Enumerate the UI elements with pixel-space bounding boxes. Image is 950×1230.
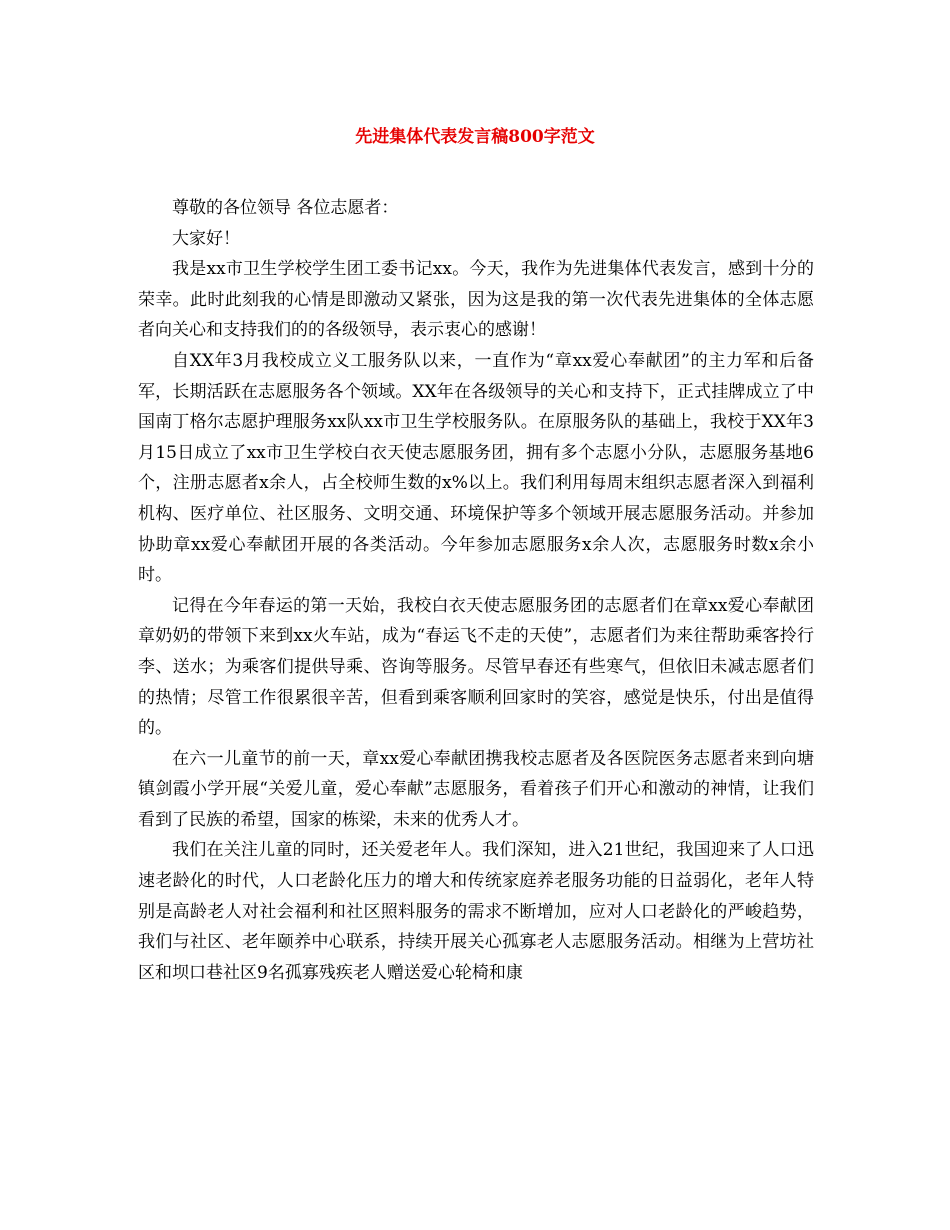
paragraph: 自XX年3月我校成立义工服务队以来，一直作为“章xx爱心奉献团”的主力军和后备军，长期活跃在志愿服务各个领域。XX年在各级领导的关心和支持下，正式挂牌成立了中国南丁格尔志愿护理服务xx队xx市卫生学校服务队。在原服务队的基础上，我校于XX年3月15日成立了xx市卫生学校白衣天使志愿服务团，拥有多个志愿小分队，志愿服务基地6个，注册志愿者x余人，占全校师生数的x%以上。我们利用每周末组织志愿者深入到福利机构、医疗单位、社区服务、文明交通、环境保护等多个领域开展志愿服务活动。并参加协助章xx爱心奉献团开展的各类活动。今年参加志愿服务x余人次，志愿服务时数x余小时。 [138, 350, 814, 586]
paragraph: 在六一儿童节的前一天，章xx爱心奉献团携我校志愿者及各医院医务志愿者来到向塘镇剑霞小学开展“关爱儿童，爱心奉献”志愿服务，看着孩子们开心和激动的神情，让我们看到了民族的希望，国家的栋梁，未来的优秀人才。 [138, 748, 814, 830]
greeting: 大家好！ [172, 228, 240, 249]
paragraph: 我是xx市卫生学校学生团工委书记xx。今天，我作为先进集体代表发言，感到十分的荣幸。此时此刻我的心情是即激动又紧张，因为这是我的第一次代表先进集体的全体志愿者向关心和支持我们的的各级领导，表示衷心的感谢！ [138, 259, 814, 341]
paragraph: 记得在今年春运的第一天始，我校白衣天使志愿服务团的志愿者们在章xx爱心奉献团章奶奶的带领下来到xx火车站，成为“春运飞不走的天使”，志愿者们为来往帮助乘客拎行李、送水；为乘客们提供导乘、咨询等服务。尽管早春还有些寒气，但依旧未减志愿者们的热情；尽管工作很累很辛苦，但看到乘客顺利回家时的笑容，感觉是快乐，付出是值得的。 [138, 595, 814, 739]
paragraph: 我们在关注儿童的同时，还关爱老年人。我们深知，进入21世纪，我国迎来了人口迅速老龄化的时代，人口老龄化压力的增大和传统家庭养老服务功能的日益弱化，老年人特别是高龄老人对社会福利和社区照料服务的需求不断增加，应对人口老龄化的严峻趋势，我们与社区、老年颐养中心联系，持续开展关心孤寡老人志愿服务活动。相继为上营坊社区和坝口巷社区9名孤寡残疾老人赠送爱心轮椅和康 [138, 840, 814, 983]
document-title: 先进集体代表发言稿800字范文 [355, 127, 595, 147]
document-body [138, 193, 814, 988]
salutation: 尊敬的各位领导 各位志愿者： [172, 198, 399, 218]
